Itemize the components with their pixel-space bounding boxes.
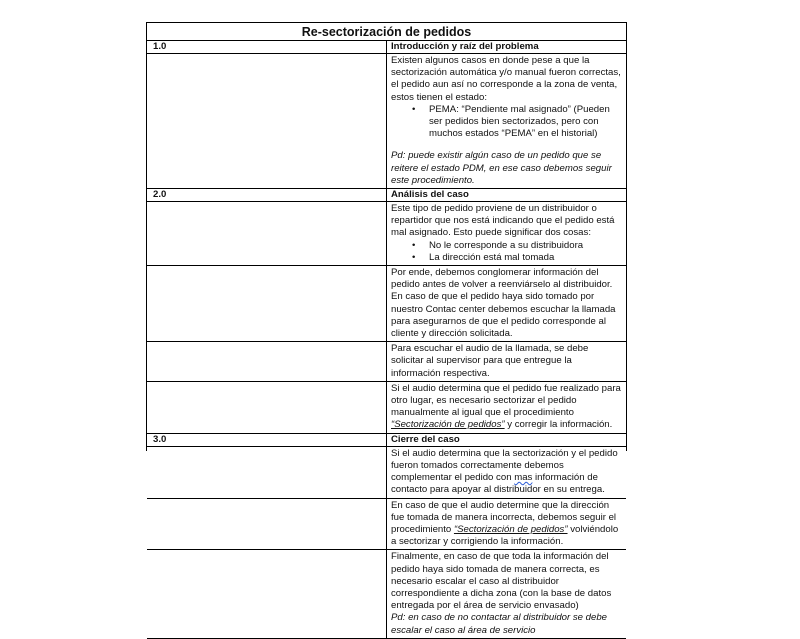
paragraph: Si el audio determina que la sectorización y el pedido fueron tomados correctamente debemos complementar el pedido con mas información de contacto para apoyar al distribuidor en su entrega. [387, 446, 627, 498]
bullet-list [391, 240, 622, 264]
section-2-row-1 [147, 202, 626, 266]
document-title: Re-sectorización de pedidos [147, 23, 626, 41]
section-2-header [147, 189, 626, 202]
note-paragraph: Pd: puede existir algún caso de un pedido que se reitere el estado PDM, en ese caso debemos seguir este procedimiento. [391, 150, 612, 186]
bullet-list [391, 104, 622, 141]
section-3-row-3 [147, 550, 626, 638]
list-item: • No le corresponde a su distribuidora [391, 240, 622, 252]
section-1-body [147, 54, 626, 189]
section-1-header [147, 41, 626, 54]
paragraph: Este tipo de pedido proviene de un distribuidor o repartidor que nos está indicando que el pedido está mal asignado. Esto puede significar dos cosas: [391, 203, 615, 239]
paragraph: Si el audio determina que el pedido fue realizado para otro lugar, es necesario sectorizar el pedido manualmente al igual que el procedimiento “Sectorización de pedidos” y corregir la información. [387, 381, 627, 433]
section-heading: Introducción y raíz del problema [387, 41, 627, 54]
section-2-row-2 [147, 266, 626, 342]
list-item: • La dirección está mal tomada [391, 252, 622, 264]
note-paragraph: Pd: en caso de no contactar al distribuidor se debe escalar el caso al área de servicio [391, 612, 607, 636]
paragraph: Finalmente, en caso de que toda la información del pedido haya sido tomada de manera correcta, es necesario escalar el caso al distribuidor correspondiente a dicha zona (con la base de datos entregada por el área de servicio envasado) [391, 551, 612, 612]
procedure-reference: “Sectorización de pedidos” [453, 523, 568, 535]
title-row [147, 23, 626, 41]
document-page [146, 22, 627, 636]
section-3-header [147, 433, 626, 446]
spellcheck-word: mas [514, 472, 533, 484]
procedure-reference: “Sectorización de pedidos” [391, 419, 505, 431]
paragraph: Existen algunos casos en donde pese a que la sectorización automática y/o manual fueron correctas, el pedido aun así no corresponde a la zona de venta, estos tienen el estado: [391, 55, 621, 103]
list-item: • PEMA: “Pendiente mal asignado” (Pueden ser pedidos bien sectorizados, pero con muchos estados “PEMA” en el historial) [391, 104, 622, 141]
section-number: 3.0 [147, 433, 387, 446]
section-2-row-4 [147, 381, 626, 433]
procedure-table [147, 23, 626, 639]
paragraph: Para escuchar el audio de la llamada, se debe solicitar al supervisor para que entregue la información respectiva. [387, 342, 627, 382]
paragraph: Por ende, debemos conglomerar información del pedido antes de volver a reenviárselo al distribuidor. En caso de que el pedido haya sido tomado por nuestro Contac center debemos escuchar la llamada para asegurarnos de que el pedido corresponde al cliente y dirección solicitada. [387, 266, 627, 342]
section-1-content [387, 54, 627, 189]
section-3-row-1 [147, 446, 626, 498]
section-heading: Cierre del caso [387, 433, 627, 446]
section-3-row-2 [147, 498, 626, 550]
section-2-row-3 [147, 342, 626, 382]
paragraph: En caso de que el audio determine que la dirección fue tomada de manera incorrecta, debemos seguir el procedimiento “Sectorización de pedidos” volviéndolo a sectorizar y corrigiendo la información. [387, 498, 627, 550]
section-heading: Análisis del caso [387, 189, 627, 202]
section-number: 1.0 [147, 41, 387, 54]
section-number: 2.0 [147, 189, 387, 202]
